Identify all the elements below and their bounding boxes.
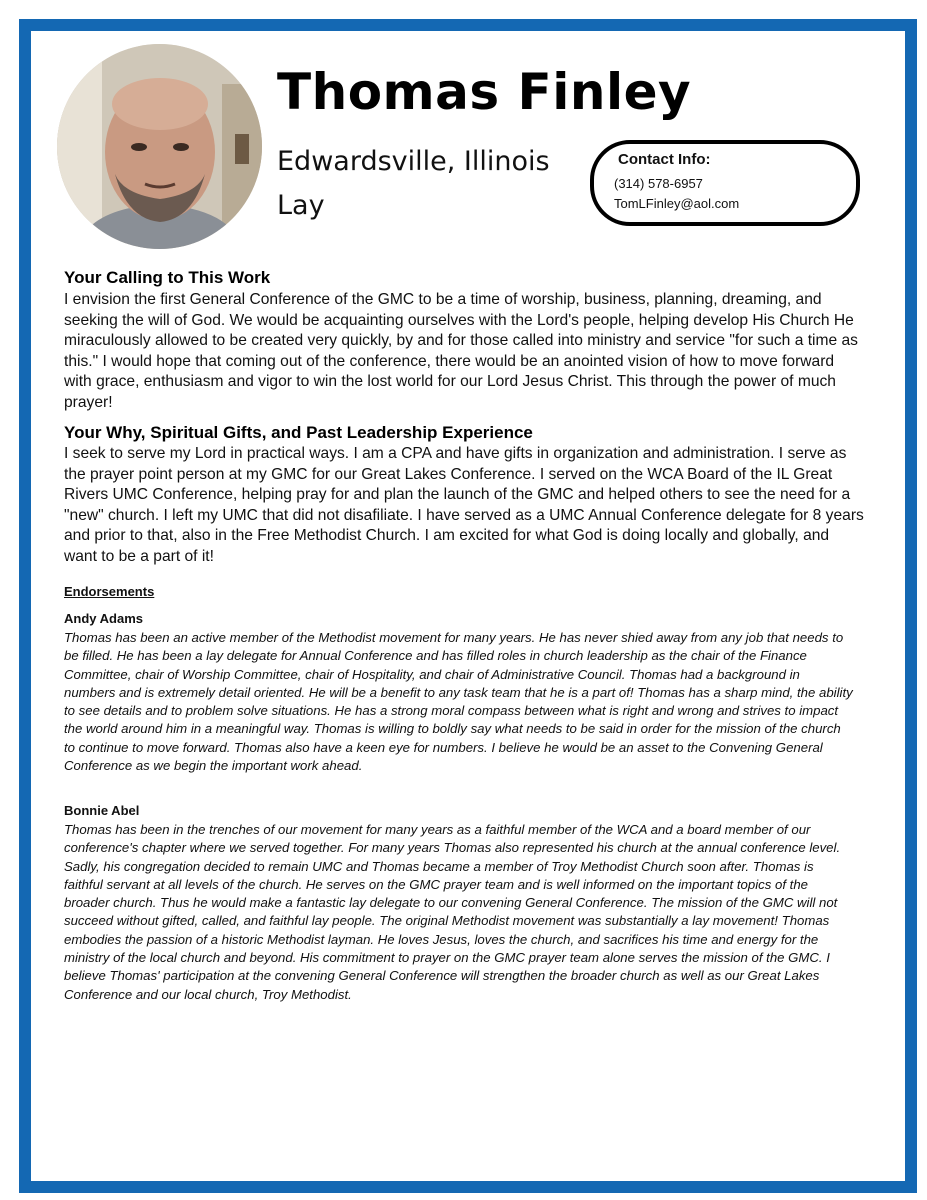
contact-email[interactable]: TomLFinley@aol.com <box>614 196 740 211</box>
endorser-name: Bonnie Abel <box>64 803 140 818</box>
contact-box <box>590 140 860 226</box>
endorsements-title: Endorsements <box>64 584 155 599</box>
why-text: I seek to serve my Lord in practical ways. I am a CPA and have gifts in organization and administration. I serve as the prayer point person at my GMC for our Great Lakes Conference. I served on the WCA Board of the IL Great Rivers UMC Conference, helping pray for and plan the launch of the GMC and helped others to see the need for a "new" church. I left my UMC that did not disafiliate. I have served as a UMC Annual Conference delegate for 8 years and prior to that, also in the Free Methodist Church. I am excited for what God is doing locally and globally, and want to be a part of it! <box>64 445 864 565</box>
why-heading: Your Why, Spiritual Gifts, and Past Leadership Experience <box>64 423 533 442</box>
endorsement-text: Thomas has been an active member of the Methodist movement for many years. He has never shied away from any job that needs to be filled. He has been a lay delegate for Annual Conference and has filled roles in church leadership as the chair of the Finance Committee, chair of Worship Committee, chair of Hospitality, and chair of Administrative Council. Thomas had a background in numbers and is extremely detail oriented. He will be a benefit to any task team that he is a part of! Thomas has a sharp mind, the ability to see details and to problem solve situations. He has a strong moral compass between what is right and wrong and strives to impact the world around him in a meaningful way. Thomas is willing to boldly say what needs to be said in order for the mission of the church to continue to move forward. Thomas also have a keen eye for numbers. I believe he would be an asset to the Convening General Conference as we begin the important work ahead. <box>64 630 853 774</box>
candidate-role: Lay <box>277 190 325 221</box>
endorser-name: Andy Adams <box>64 611 143 626</box>
calling-text: I envision the first General Conference of the GMC to be a time of worship, business, planning, dreaming, and seeking the will of God. We would be acquainting ourselves with the Lord's people, helping develop His Church He miraculously allowed to be created very quickly, by and for those called into ministry and service "for such a time as this." I would hope that coming out of the conference, there would be an anointed vision of how to move forward with grace, enthusiasm and vigor to win the lost world for our Lord Jesus Christ. This through the power of much prayer! <box>64 291 858 411</box>
contact-phone: (314) 578-6957 <box>614 176 703 191</box>
candidate-location: Edwardsville, Illinois <box>277 146 550 177</box>
candidate-name: Thomas Finley <box>277 63 692 121</box>
person-photo-icon <box>57 44 262 249</box>
calling-heading: Your Calling to This Work <box>64 268 271 287</box>
profile-photo <box>57 44 262 249</box>
contact-title: Contact Info: <box>618 151 711 168</box>
endorsement-text: Thomas has been in the trenches of our movement for many years as a faithful member of the WCA and a board member of our conference's chapter where we served together. For many years Thomas also represented his church at the annual conference level. Sadly, his congregation decided to remain UMC and Thomas became a member of Troy Methodist Church soon after. Thomas is faithful servant at all levels of the church. He serves on the GMC prayer team and is well informed on the important topics of the broader church. Thus he would make a fantastic lay delegate to our convening General Conference. The mission of the GMC will not succeed without gifted, called, and faithful lay people. The original Methodist movement was substantially a lay movement! Thomas embodies the passion of a historic Methodist layman. He loves Jesus, loves the church, and sacrifices his time and energy for the ministry of the local church and beyond. His commitment to prayer on the GMC prayer team alone serves the mission of the GMC. I believe Thomas' participation at the convening General Conference will strengthen the broader church as well as our Great Lakes Conference and our local church, Troy Methodist. <box>64 822 841 1002</box>
